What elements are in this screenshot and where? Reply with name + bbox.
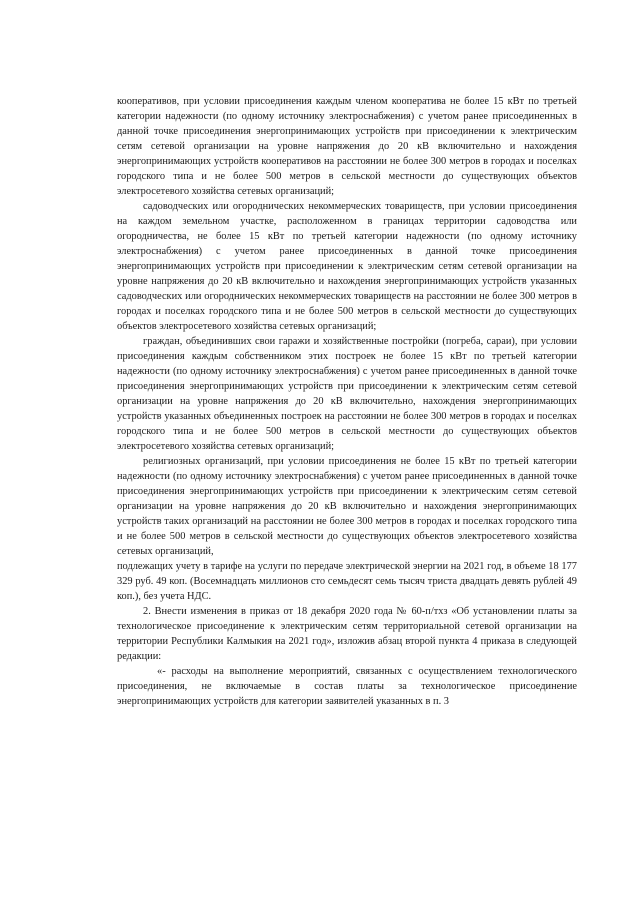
paragraph-garage-owners: граждан, объединивших свои гаражи и хозяйственные постройки (погреба, сараи), при условии присоединения каждым собственником этих построек не более 15 кВт по третьей категории надежности (по одному источнику электроснабжения) с учетом ранее присоединенных в данной точке присоединения энергопринимающих устройств при присоединении к электрическим сетям сетевой организации на уровне напряжения до 20 кВ включительно, нахождения энергопринимающих устройств указанных объединенных построек на расстоянии не более 300 метров в городах и поселках городского типа и не более 500 метров в сельской местности до существующих объектов электросетевого хозяйства сетевых организаций; [117,336,577,452]
paragraph-tariff-amount: подлежащих учету в тарифе на услуги по передаче электрической энергии на 2021 год, в объеме 18 177 329 руб. 49 коп. (Восемнадцать миллионов сто семьдесят семь тысяч триста двадцать девять рублей 49 коп.), без учета НДС. [117,561,577,602]
paragraph-religious-organizations: религиозных организаций, при условии присоединения не более 15 кВт по третьей категории надежности (по одному источнику электроснабжения) с учетом ранее присоединенных в данной точке присоединения энергопринимающих устройств при присоединении к электрическим сетям сетевой организации на уровне напряжения до 20 кВ включительно и нахождения энергопринимающих устройств таких организаций на расстоянии не более 300 метров в городах и поселках городского типа и не более 500 метров в сельской местности до существующих объектов электросетевого хозяйства сетевых организаций, [117,456,577,557]
paragraph-cooperatives: кооперативов, при условии присоединения каждым членом кооператива не более 15 кВт по третьей категории надежности (по одному источнику электроснабжения) с учетом ранее присоединенных в данной точке присоединения энергопринимающих устройств при присоединении к электрическим сетям сетевой организации на уровне напряжения до 20 кВ включительно и нахождения энергопринимающих устройств кооперативов на расстоянии не более 300 метров в городах и поселках городского типа и не более 500 метров в сельской местности до существующих объектов электросетевого хозяйства сетевых организаций; [117,96,577,197]
paragraph-gardening-partnerships: садоводческих или огороднических некоммерческих товариществ, при условии присоединения на каждом земельном участке, расположенном в границах территории садоводства или огородничества, не более 15 кВт по третьей категории надежности (по одному источнику электроснабжения) с учетом ранее присоединенных в данной точке присоединения энергопринимающих устройств при присоединении к электрическим сетям сетевой организации на уровне напряжения до 20 кВ включительно и нахождения энергопринимающих устройств указанных садоводческих или огороднических некоммерческих товариществ на расстоянии не более 300 метров в городах и поселках городского типа и не более 500 метров в сельской местности до существующих объектов электросетевого хозяйства сетевых организаций; [117,201,577,332]
paragraph-order-amendment: 2. Внести изменения в приказ от 18 декабря 2020 года № 60-п/тхз «Об установлении платы за технологическое присоединение к электрическим сетям территориальной сетевой организации на территории Республики Калмыкия на 2021 год», изложив абзац второй пункта 4 приказа в следующей редакции: [117,606,577,662]
paragraph-new-wording: «- расходы на выполнение мероприятий, связанных с осуществлением технологического присоединения, не включаемые в состав платы за технологическое присоединение энергопринимающих устройств для категории заявителей указанных в п. 3 [117,666,577,707]
document-body [117,94,577,709]
